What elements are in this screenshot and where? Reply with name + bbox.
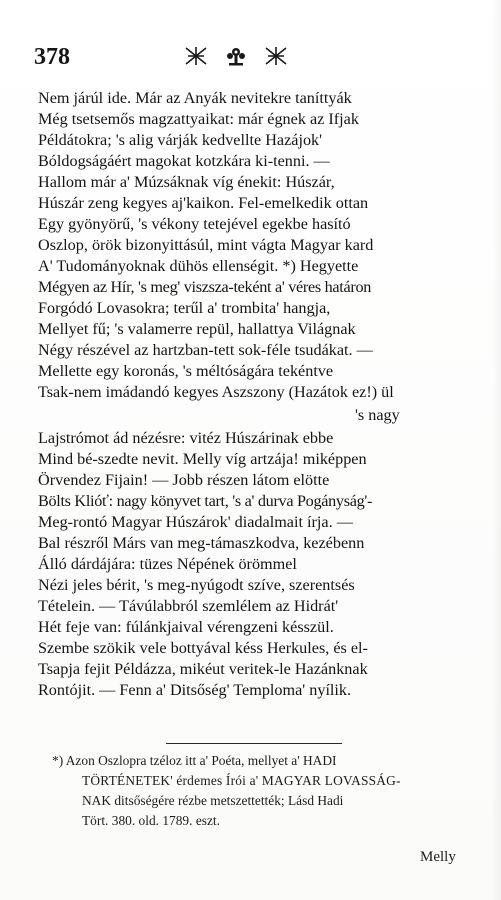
text-line: Egy gyönyörű, 's vékony tetejével egekbe hasító <box>38 215 351 233</box>
footnote-divider <box>166 743 342 744</box>
text-line: Nézi jeles bérit, 's meg-nyúgodt szíve, szerentsés <box>38 576 355 594</box>
text-line: Hallom már a' Múzsáknak víg énekit: Húszár, <box>38 173 335 191</box>
text-line: Mégyen az Hír, 's meg' viszsza-teként a' véres határon <box>38 278 372 296</box>
text-line: Húszár zeng kegyes aj'kaikon. Fel-emelkedik ottan <box>38 194 369 212</box>
text-line: Mind bé-szedte nevit. Melly víg artzája! miképpen <box>38 450 367 468</box>
footnote-line: *) Azon Oszlopra tzéloz itt a' Poéta, mellyet a' HADI <box>52 753 337 768</box>
text-line: Tsapja fejit Példázza, mikéut veritek-le Hazánknak <box>38 660 368 678</box>
text-line: Forgódó Lovasokra; terűl a' trombita' hangja, <box>38 299 331 317</box>
text-line: Szembe szökik vele bottyával késs Herkules, és el- <box>38 639 368 657</box>
text-line: Hét feje van: fúlánkjaival vérengzeni késszül. <box>38 618 334 636</box>
text-line: Rontójit. — Fenn a' Ditsőség' Templomа' nyílik. <box>38 681 352 699</box>
text-line: Álló dárdájára: tüzes Népének örömmel <box>38 555 297 573</box>
footnote-line: NAK ditsőségére rézbe metszettették; Lásd Hadi <box>82 793 344 808</box>
text-line: Nem járúl ide. Már az Anyák nevitekre taníttyák <box>38 89 352 107</box>
footnote-line: TÖRTÉNETEK' érdemes Írói a' MAGYAR LOVASSÁG- <box>82 773 401 788</box>
text-line: Tételein. — Távúlabbról szemlélem az Hidrát' <box>38 597 339 615</box>
text-line: Bölts Klióť: nagy könyvet tart, 's a' durva Pogányság'- <box>38 492 373 510</box>
text-line: Örvendez Fijain! — Jobb részen látom elötte <box>38 471 330 489</box>
page-number: 378 <box>34 44 70 70</box>
footnote-line: Tört. 380. old. 1789. eszt. <box>82 813 220 828</box>
text-line: Bal részről Márs van meg-támaszkodva, kezébenn <box>38 534 365 552</box>
text-line: Példátokra; 's alig várják kedvellte Hazájok' <box>38 131 323 149</box>
text-line: A' Tudományoknak dühös ellenségit. *) Hegyette <box>38 257 359 275</box>
text-line: Tsak-nem imádandó kegyes Aszszony (Hazátok ez!) ül <box>38 383 394 401</box>
text-line: Lajstrómot ád nézésre: vitéz Húszárinak ebbe <box>38 429 334 447</box>
text-line: Meg-rontó Magyar Húszárok' diadalmait írja. — <box>38 513 353 531</box>
text-line: Bóldogságáért magokat kotzkára ki-tenni. — <box>38 152 330 170</box>
text-line: Mellyet fű; 's valamerre repül, hallattya Világnak <box>38 320 356 338</box>
text-line: 's nagy <box>355 406 400 424</box>
text-line: Oszlop, örök bizonyittásúl, mint vágta Magyar kard <box>38 236 374 254</box>
text-line: Még tsetsemős magzattyaikat: már égnek az Ifjak <box>38 110 359 128</box>
text-line: Mellette egy koronás, 's méltóságára tekéntve <box>38 362 334 380</box>
catchword: Melly <box>420 849 456 865</box>
page-edge-shadow <box>491 0 501 900</box>
text-line: Négy részével az hartzban-tett sok-féle tsudákat. — <box>38 341 373 359</box>
